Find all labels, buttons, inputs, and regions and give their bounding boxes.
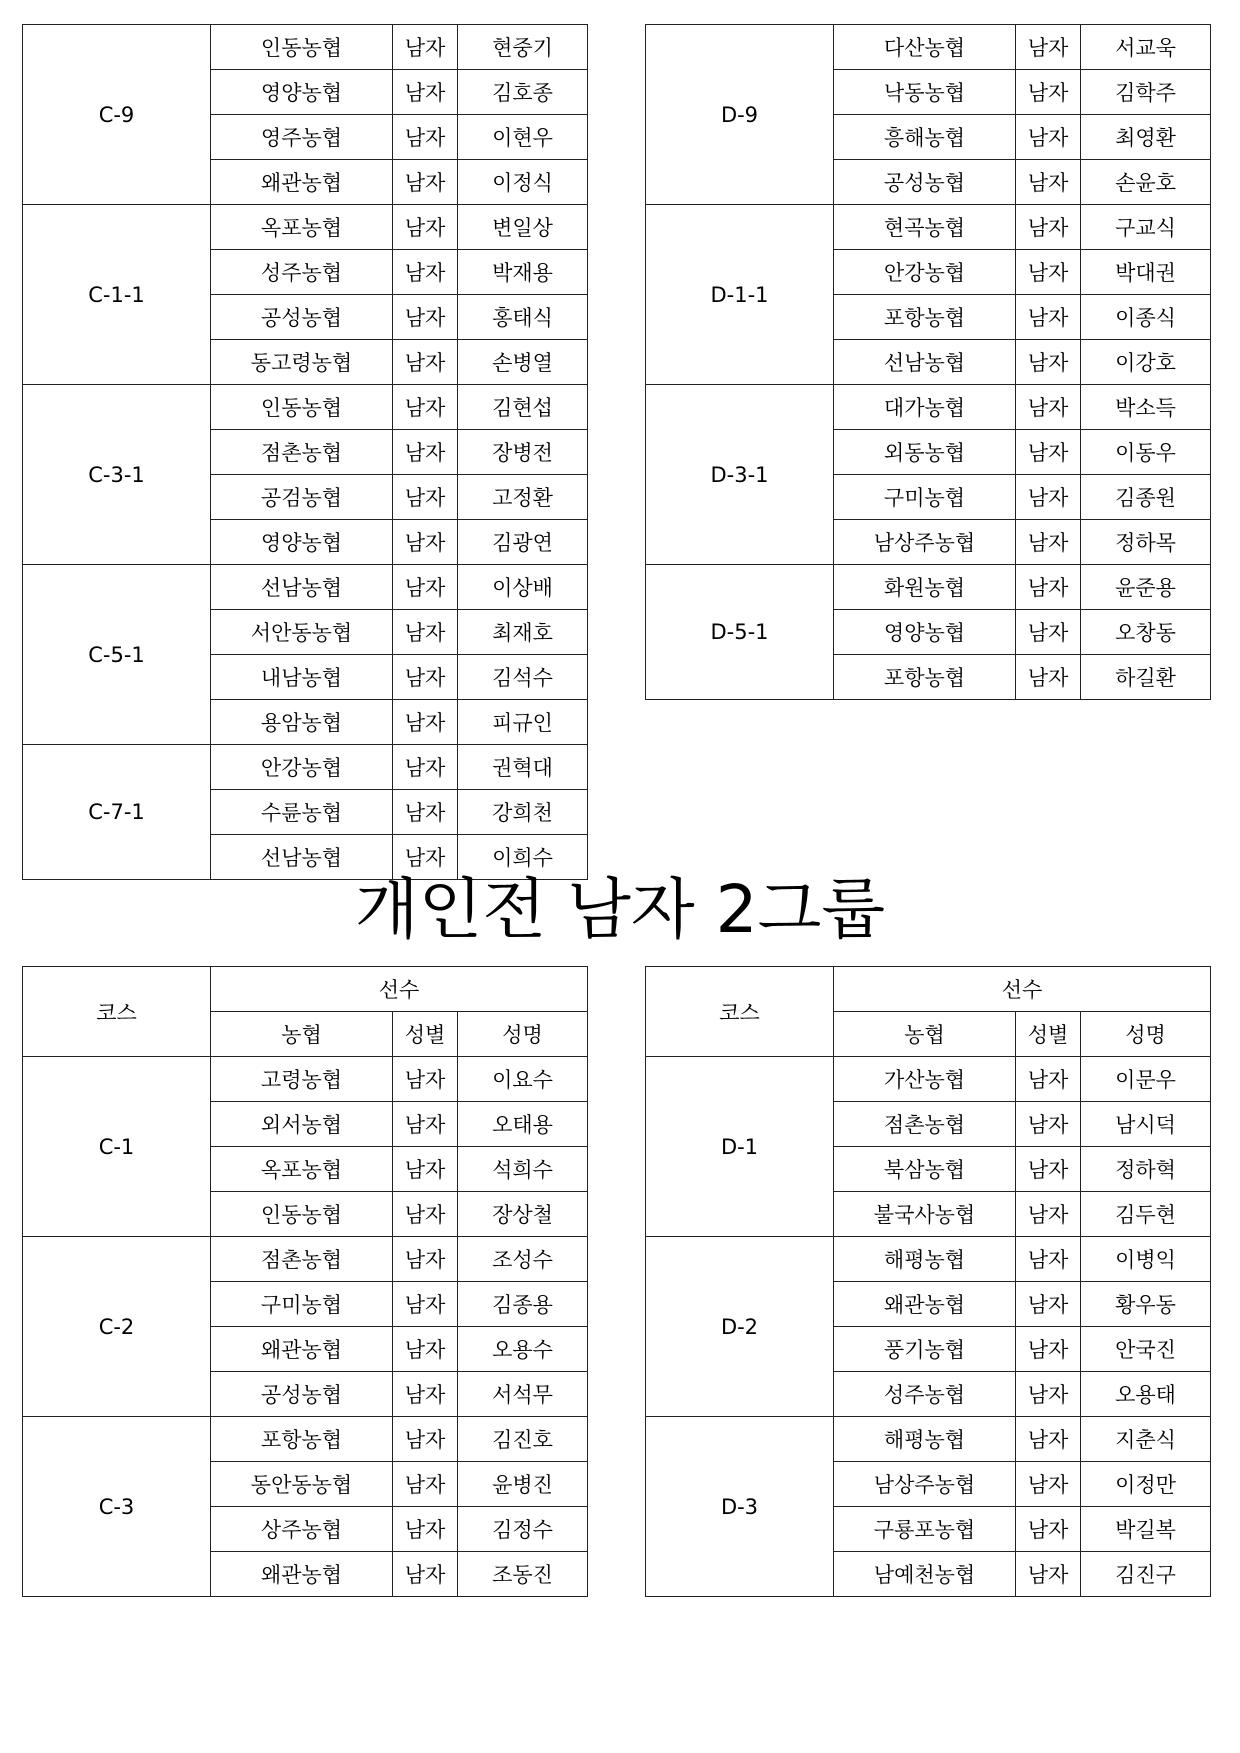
union-cell: 동안동농협 [211, 1462, 393, 1507]
header-gender: 성별 [393, 1012, 458, 1057]
gender-cell: 남자 [1016, 430, 1081, 475]
union-cell: 외서농협 [211, 1102, 393, 1147]
union-cell: 인동농협 [211, 1192, 393, 1237]
player-name-cell: 강희천 [458, 790, 588, 835]
player-name-cell: 남시덕 [1081, 1102, 1211, 1147]
header-union: 농협 [211, 1012, 393, 1057]
union-cell: 가산농협 [834, 1057, 1016, 1102]
player-name-cell: 이정만 [1081, 1462, 1211, 1507]
player-name-cell: 안국진 [1081, 1327, 1211, 1372]
union-cell: 공성농협 [834, 160, 1016, 205]
player-name-cell: 현중기 [458, 25, 588, 70]
union-cell: 영주농협 [211, 115, 393, 160]
gender-cell: 남자 [393, 205, 458, 250]
union-cell: 영양농협 [211, 70, 393, 115]
gender-cell: 남자 [393, 1282, 458, 1327]
player-name-cell: 이상배 [458, 565, 588, 610]
player-name-cell: 이종식 [1081, 295, 1211, 340]
player-name-cell: 윤병진 [458, 1462, 588, 1507]
union-cell: 포항농협 [834, 655, 1016, 700]
union-cell: 왜관농협 [211, 160, 393, 205]
gender-cell: 남자 [1016, 250, 1081, 295]
gender-cell: 남자 [393, 520, 458, 565]
player-name-cell: 홍태식 [458, 295, 588, 340]
gender-cell: 남자 [1016, 655, 1081, 700]
gender-cell: 남자 [1016, 1192, 1081, 1237]
course-cell: D-2 [646, 1237, 834, 1417]
table-header [23, 967, 588, 1057]
union-cell: 선남농협 [834, 340, 1016, 385]
union-cell: 흥해농협 [834, 115, 1016, 160]
gender-cell: 남자 [1016, 1057, 1081, 1102]
gender-cell: 남자 [1016, 1147, 1081, 1192]
table-row [23, 1057, 588, 1102]
table-row [23, 1417, 588, 1462]
gender-cell: 남자 [1016, 1417, 1081, 1462]
union-cell: 고령농협 [211, 1057, 393, 1102]
player-name-cell: 김정수 [458, 1507, 588, 1552]
union-cell: 구미농협 [834, 475, 1016, 520]
union-cell: 인동농협 [211, 25, 393, 70]
gender-cell: 남자 [393, 655, 458, 700]
union-cell: 영양농협 [211, 520, 393, 565]
course-cell: C-2 [23, 1237, 211, 1417]
union-cell: 구미농협 [211, 1282, 393, 1327]
gender-cell: 남자 [393, 1507, 458, 1552]
union-cell: 해평농협 [834, 1237, 1016, 1282]
union-cell: 해평농협 [834, 1417, 1016, 1462]
gender-cell: 남자 [1016, 610, 1081, 655]
union-cell: 낙동농협 [834, 70, 1016, 115]
player-name-cell: 손병열 [458, 340, 588, 385]
player-name-cell: 김두현 [1081, 1192, 1211, 1237]
gender-cell: 남자 [393, 385, 458, 430]
gender-cell: 남자 [393, 340, 458, 385]
gender-cell: 남자 [393, 610, 458, 655]
player-name-cell: 서교욱 [1081, 25, 1211, 70]
player-name-cell: 김종원 [1081, 475, 1211, 520]
union-cell: 북삼농협 [834, 1147, 1016, 1192]
player-name-cell: 장병전 [458, 430, 588, 475]
player-name-cell: 권혁대 [458, 745, 588, 790]
group1-right-table [645, 24, 1211, 700]
player-name-cell: 구교식 [1081, 205, 1211, 250]
gender-cell: 남자 [393, 700, 458, 745]
gender-cell: 남자 [1016, 160, 1081, 205]
table-row [23, 25, 588, 70]
player-name-cell: 오창동 [1081, 610, 1211, 655]
union-cell: 서안동농협 [211, 610, 393, 655]
union-cell: 옥포농협 [211, 1147, 393, 1192]
header-course: 코스 [23, 967, 211, 1057]
player-name-cell: 오용태 [1081, 1372, 1211, 1417]
player-name-cell: 이문우 [1081, 1057, 1211, 1102]
union-cell: 점촌농협 [834, 1102, 1016, 1147]
union-cell: 풍기농협 [834, 1327, 1016, 1372]
player-name-cell: 변일상 [458, 205, 588, 250]
player-name-cell: 손윤호 [1081, 160, 1211, 205]
gender-cell: 남자 [1016, 1462, 1081, 1507]
player-name-cell: 피규인 [458, 700, 588, 745]
player-name-cell: 이희수 [458, 835, 588, 880]
gender-cell: 남자 [1016, 385, 1081, 430]
player-name-cell: 정하혁 [1081, 1147, 1211, 1192]
course-cell: C-3-1 [23, 385, 211, 565]
group2-left-table [22, 966, 588, 1597]
table-row [646, 1237, 1211, 1282]
player-name-cell: 김석수 [458, 655, 588, 700]
gender-cell: 남자 [1016, 565, 1081, 610]
player-name-cell: 황우동 [1081, 1282, 1211, 1327]
union-cell: 점촌농협 [211, 430, 393, 475]
course-cell: C-9 [23, 25, 211, 205]
union-cell: 점촌농협 [211, 1237, 393, 1282]
player-name-cell: 장상철 [458, 1192, 588, 1237]
player-name-cell: 서석무 [458, 1372, 588, 1417]
union-cell: 다산농협 [834, 25, 1016, 70]
union-cell: 화원농협 [834, 565, 1016, 610]
course-cell: D-5-1 [646, 565, 834, 700]
course-cell: D-3 [646, 1417, 834, 1597]
header-name: 성명 [458, 1012, 588, 1057]
table-row [23, 1237, 588, 1282]
player-name-cell: 이요수 [458, 1057, 588, 1102]
union-cell: 포항농협 [834, 295, 1016, 340]
player-name-cell: 조성수 [458, 1237, 588, 1282]
gender-cell: 남자 [393, 1192, 458, 1237]
player-name-cell: 하길환 [1081, 655, 1211, 700]
union-cell: 현곡농협 [834, 205, 1016, 250]
union-cell: 포항농협 [211, 1417, 393, 1462]
union-cell: 선남농협 [211, 565, 393, 610]
gender-cell: 남자 [393, 250, 458, 295]
gender-cell: 남자 [393, 1147, 458, 1192]
union-cell: 옥포농협 [211, 205, 393, 250]
gender-cell: 남자 [1016, 340, 1081, 385]
table-row [23, 745, 588, 790]
gender-cell: 남자 [393, 835, 458, 880]
course-cell: C-7-1 [23, 745, 211, 880]
header-player: 선수 [834, 967, 1211, 1012]
player-name-cell: 윤준용 [1081, 565, 1211, 610]
table-row [646, 1417, 1211, 1462]
player-name-cell: 석희수 [458, 1147, 588, 1192]
header-union: 농협 [834, 1012, 1016, 1057]
player-name-cell: 이병익 [1081, 1237, 1211, 1282]
group2-right-table [645, 966, 1211, 1597]
union-cell: 공성농협 [211, 1372, 393, 1417]
course-cell: C-1 [23, 1057, 211, 1237]
union-cell: 인동농협 [211, 385, 393, 430]
gender-cell: 남자 [1016, 475, 1081, 520]
player-name-cell: 이강호 [1081, 340, 1211, 385]
union-cell: 왜관농협 [211, 1327, 393, 1372]
gender-cell: 남자 [393, 790, 458, 835]
gender-cell: 남자 [393, 1552, 458, 1597]
union-cell: 구룡포농협 [834, 1507, 1016, 1552]
player-name-cell: 김현섭 [458, 385, 588, 430]
header-name: 성명 [1081, 1012, 1211, 1057]
table-row [646, 205, 1211, 250]
union-cell: 왜관농협 [211, 1552, 393, 1597]
gender-cell: 남자 [393, 430, 458, 475]
union-cell: 외동농협 [834, 430, 1016, 475]
player-name-cell: 김종용 [458, 1282, 588, 1327]
gender-cell: 남자 [393, 1462, 458, 1507]
table-header [646, 967, 1211, 1057]
union-cell: 수륜농협 [211, 790, 393, 835]
gender-cell: 남자 [393, 1057, 458, 1102]
gender-cell: 남자 [393, 70, 458, 115]
gender-cell: 남자 [393, 475, 458, 520]
union-cell: 공성농협 [211, 295, 393, 340]
gender-cell: 남자 [1016, 520, 1081, 565]
gender-cell: 남자 [1016, 1102, 1081, 1147]
table-row [646, 1057, 1211, 1102]
course-cell: C-5-1 [23, 565, 211, 745]
header-gender: 성별 [1016, 1012, 1081, 1057]
player-name-cell: 김광연 [458, 520, 588, 565]
player-name-cell: 최재호 [458, 610, 588, 655]
gender-cell: 남자 [393, 1372, 458, 1417]
player-name-cell: 최영환 [1081, 115, 1211, 160]
gender-cell: 남자 [393, 1237, 458, 1282]
course-cell: D-1 [646, 1057, 834, 1237]
table-row [23, 205, 588, 250]
player-name-cell: 박길복 [1081, 1507, 1211, 1552]
player-name-cell: 김진구 [1081, 1552, 1211, 1597]
group1-left-table [22, 24, 588, 880]
union-cell: 대가농협 [834, 385, 1016, 430]
header-course: 코스 [646, 967, 834, 1057]
course-cell: C-3 [23, 1417, 211, 1597]
gender-cell: 남자 [1016, 1237, 1081, 1282]
union-cell: 불국사농협 [834, 1192, 1016, 1237]
union-cell: 왜관농협 [834, 1282, 1016, 1327]
table-row [646, 385, 1211, 430]
gender-cell: 남자 [1016, 1552, 1081, 1597]
union-cell: 동고령농협 [211, 340, 393, 385]
player-name-cell: 박대권 [1081, 250, 1211, 295]
gender-cell: 남자 [1016, 1327, 1081, 1372]
gender-cell: 남자 [1016, 70, 1081, 115]
gender-cell: 남자 [393, 160, 458, 205]
player-name-cell: 고정환 [458, 475, 588, 520]
gender-cell: 남자 [393, 745, 458, 790]
union-cell: 성주농협 [834, 1372, 1016, 1417]
gender-cell: 남자 [1016, 25, 1081, 70]
gender-cell: 남자 [1016, 295, 1081, 340]
gender-cell: 남자 [393, 565, 458, 610]
gender-cell: 남자 [393, 1102, 458, 1147]
union-cell: 안강농협 [834, 250, 1016, 295]
gender-cell: 남자 [393, 25, 458, 70]
union-cell: 공검농협 [211, 475, 393, 520]
player-name-cell: 이동우 [1081, 430, 1211, 475]
union-cell: 안강농협 [211, 745, 393, 790]
gender-cell: 남자 [393, 115, 458, 160]
gender-cell: 남자 [393, 295, 458, 340]
gender-cell: 남자 [1016, 1282, 1081, 1327]
gender-cell: 남자 [393, 1327, 458, 1372]
union-cell: 영양농협 [834, 610, 1016, 655]
player-name-cell: 조동진 [458, 1552, 588, 1597]
course-cell: C-1-1 [23, 205, 211, 385]
player-name-cell: 김호종 [458, 70, 588, 115]
player-name-cell: 이현우 [458, 115, 588, 160]
union-cell: 상주농협 [211, 1507, 393, 1552]
course-cell: D-9 [646, 25, 834, 205]
table-row [646, 25, 1211, 70]
player-name-cell: 오용수 [458, 1327, 588, 1372]
player-name-cell: 박재용 [458, 250, 588, 295]
course-cell: D-3-1 [646, 385, 834, 565]
gender-cell: 남자 [1016, 115, 1081, 160]
player-name-cell: 박소득 [1081, 385, 1211, 430]
player-name-cell: 오태용 [458, 1102, 588, 1147]
gender-cell: 남자 [1016, 205, 1081, 250]
player-name-cell: 김학주 [1081, 70, 1211, 115]
player-name-cell: 지춘식 [1081, 1417, 1211, 1462]
gender-cell: 남자 [1016, 1507, 1081, 1552]
union-cell: 성주농협 [211, 250, 393, 295]
player-name-cell: 정하목 [1081, 520, 1211, 565]
group-title: 개인전 남자 2그룹 [354, 871, 886, 948]
gender-cell: 남자 [1016, 1372, 1081, 1417]
table-row [646, 565, 1211, 610]
player-name-cell: 이정식 [458, 160, 588, 205]
union-cell: 남상주농협 [834, 1462, 1016, 1507]
union-cell: 내남농협 [211, 655, 393, 700]
union-cell: 선남농협 [211, 835, 393, 880]
union-cell: 남예천농협 [834, 1552, 1016, 1597]
gender-cell: 남자 [393, 1417, 458, 1462]
union-cell: 남상주농협 [834, 520, 1016, 565]
header-player: 선수 [211, 967, 588, 1012]
course-cell: D-1-1 [646, 205, 834, 385]
table-row [23, 385, 588, 430]
table-row [23, 565, 588, 610]
player-name-cell: 김진호 [458, 1417, 588, 1462]
union-cell: 용암농협 [211, 700, 393, 745]
